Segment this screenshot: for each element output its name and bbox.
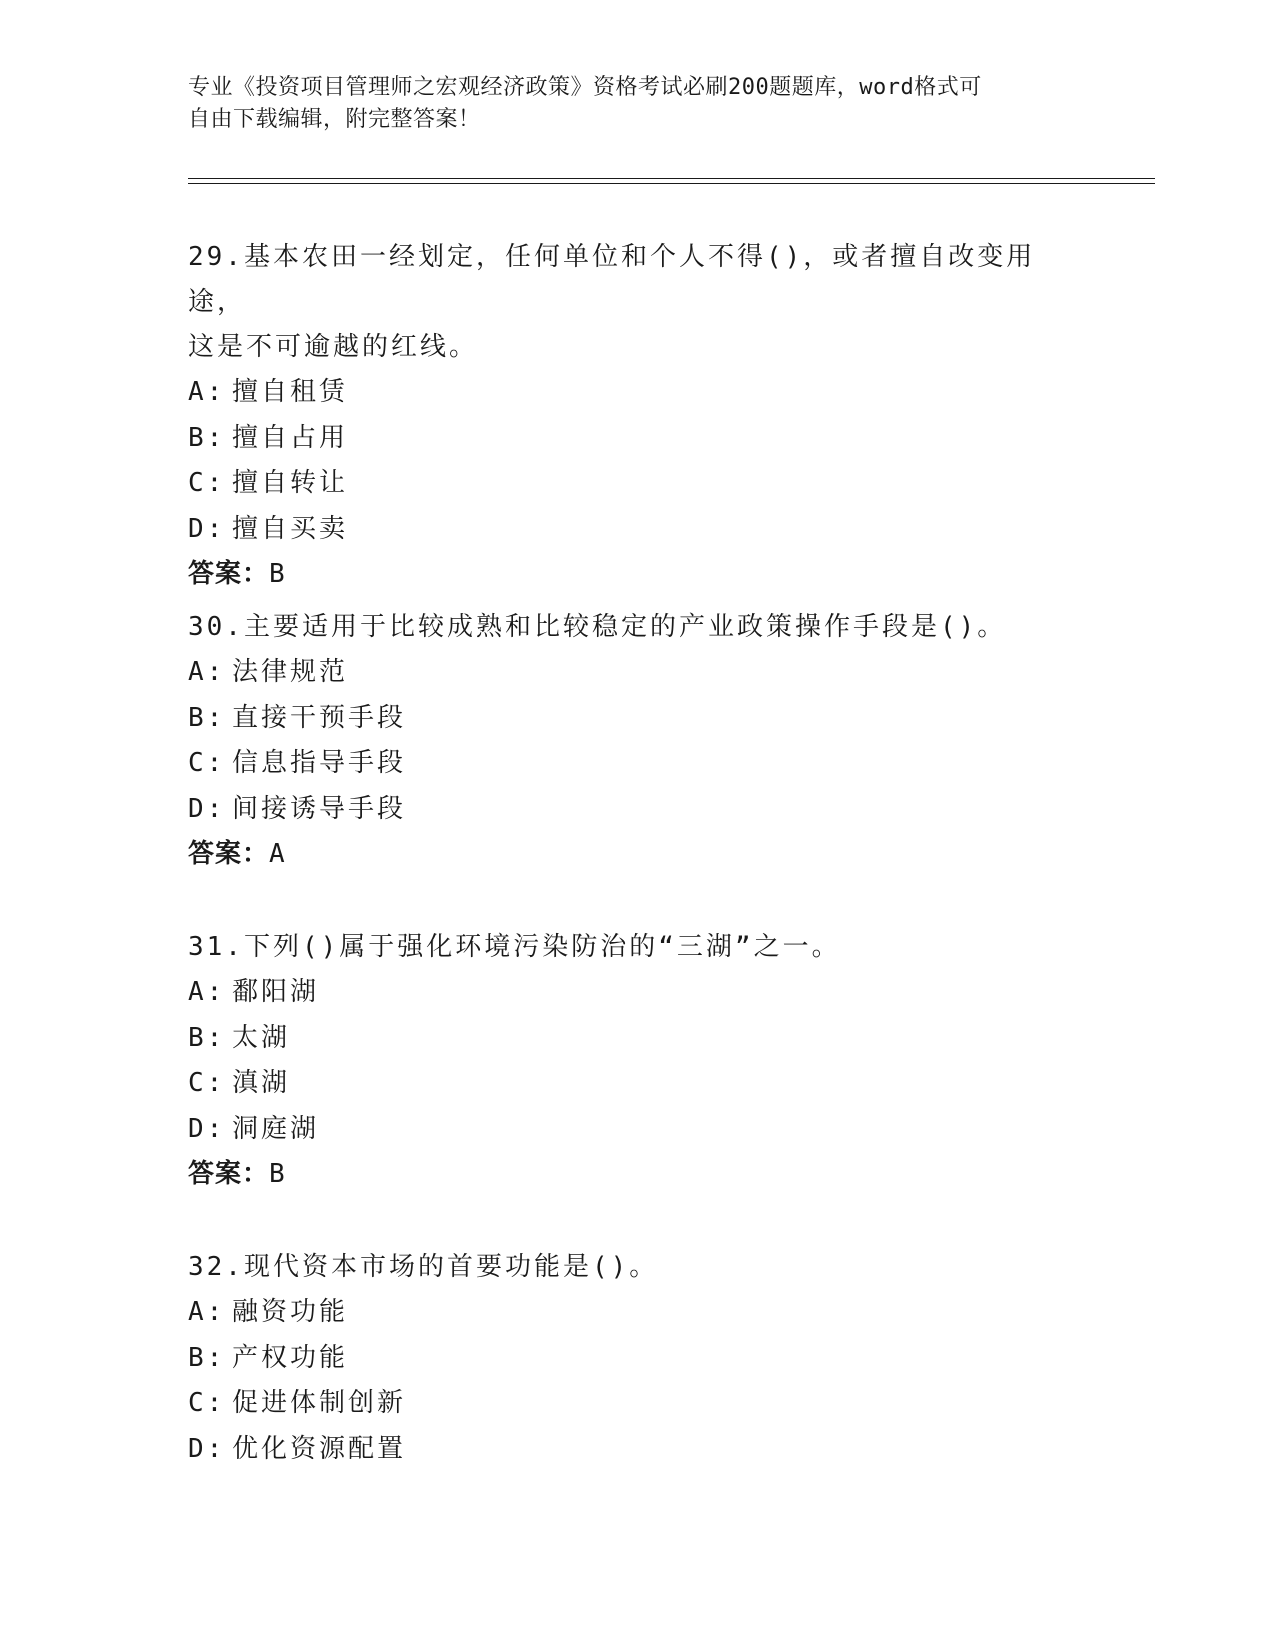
option-c (188, 1381, 1068, 1427)
option-text: 太湖 (232, 1022, 291, 1053)
question-stem (188, 235, 1068, 370)
question-stem (188, 605, 1068, 650)
option-c (188, 1061, 1068, 1107)
header-line-1: 专业《投资项目管理师之宏观经济政策》资格考试必刷200题题库，word格式可 (188, 75, 982, 100)
question-stem-line-1: 32.现代资本市场的首要功能是()。 (188, 1252, 659, 1282)
answer-line (188, 552, 1068, 598)
option-text: 擅自买卖 (232, 513, 349, 544)
question-30 (188, 605, 1068, 878)
option-letter: B: (188, 1342, 226, 1373)
option-text: 信息指导手段 (232, 748, 407, 778)
option-letter: D: (188, 513, 226, 544)
option-a (188, 650, 1068, 696)
option-a (188, 970, 1068, 1016)
header-divider-bottom (188, 183, 1155, 184)
option-b (188, 1016, 1068, 1062)
answer-line (188, 832, 1068, 878)
option-letter: B: (188, 702, 226, 733)
question-stem-line-1: 29.基本农田一经划定，任何单位和个人不得()，或者擅自改变用途， (188, 242, 1036, 317)
question-31 (188, 925, 1068, 1198)
answer-value: B (269, 559, 286, 589)
option-letter: C: (188, 468, 226, 498)
header-line-2: 自由下载编辑，附完整答案！ (188, 107, 481, 132)
option-text: 滇湖 (232, 1068, 291, 1098)
option-text: 法律规范 (232, 657, 349, 687)
option-letter: B: (188, 422, 226, 453)
option-letter: A: (188, 977, 226, 1007)
option-text: 洞庭湖 (232, 1113, 320, 1144)
option-b (188, 416, 1068, 462)
option-text: 擅自转让 (232, 468, 349, 498)
option-text: 产权功能 (232, 1342, 349, 1373)
option-text: 直接干预手段 (232, 702, 407, 733)
option-letter: A: (188, 1297, 226, 1327)
option-d (188, 1427, 1068, 1473)
question-stem (188, 925, 1068, 970)
answer-label: 答案： (188, 559, 270, 589)
question-29 (188, 235, 1068, 598)
option-text: 优化资源配置 (232, 1433, 407, 1464)
option-a (188, 1290, 1068, 1336)
answer-label: 答案： (188, 839, 270, 869)
answer-value: A (269, 839, 286, 869)
option-text: 间接诱导手段 (232, 793, 407, 824)
document-header (188, 72, 1088, 136)
option-letter: C: (188, 748, 226, 778)
option-letter: C: (188, 1388, 226, 1418)
option-letter: A: (188, 377, 226, 407)
option-text: 擅自占用 (232, 422, 349, 453)
question-stem-line-1: 30.主要适用于比较成熟和比较稳定的产业政策操作手段是()。 (188, 612, 1007, 642)
question-stem-line-2: 这是不可逾越的红线。 (188, 332, 479, 362)
option-d (188, 507, 1068, 553)
option-letter: D: (188, 1113, 226, 1144)
header-divider-top (188, 178, 1155, 179)
answer-line (188, 1152, 1068, 1198)
option-c (188, 461, 1068, 507)
option-letter: D: (188, 793, 226, 824)
answer-value: B (269, 1159, 286, 1189)
option-d (188, 787, 1068, 833)
question-32 (188, 1245, 1068, 1472)
option-letter: C: (188, 1068, 226, 1098)
option-b (188, 1336, 1068, 1382)
option-letter: B: (188, 1022, 226, 1053)
option-text: 擅自租赁 (232, 377, 349, 407)
option-text: 鄱阳湖 (232, 977, 320, 1007)
option-d (188, 1107, 1068, 1153)
option-text: 融资功能 (232, 1297, 349, 1327)
question-stem-line-1: 31.下列()属于强化环境污染防治的“三湖”之一。 (188, 932, 841, 962)
answer-label: 答案： (188, 1159, 270, 1189)
option-letter: A: (188, 657, 226, 687)
option-b (188, 696, 1068, 742)
option-c (188, 741, 1068, 787)
option-letter: D: (188, 1433, 226, 1464)
option-text: 促进体制创新 (232, 1388, 407, 1418)
option-a (188, 370, 1068, 416)
question-stem (188, 1245, 1068, 1290)
